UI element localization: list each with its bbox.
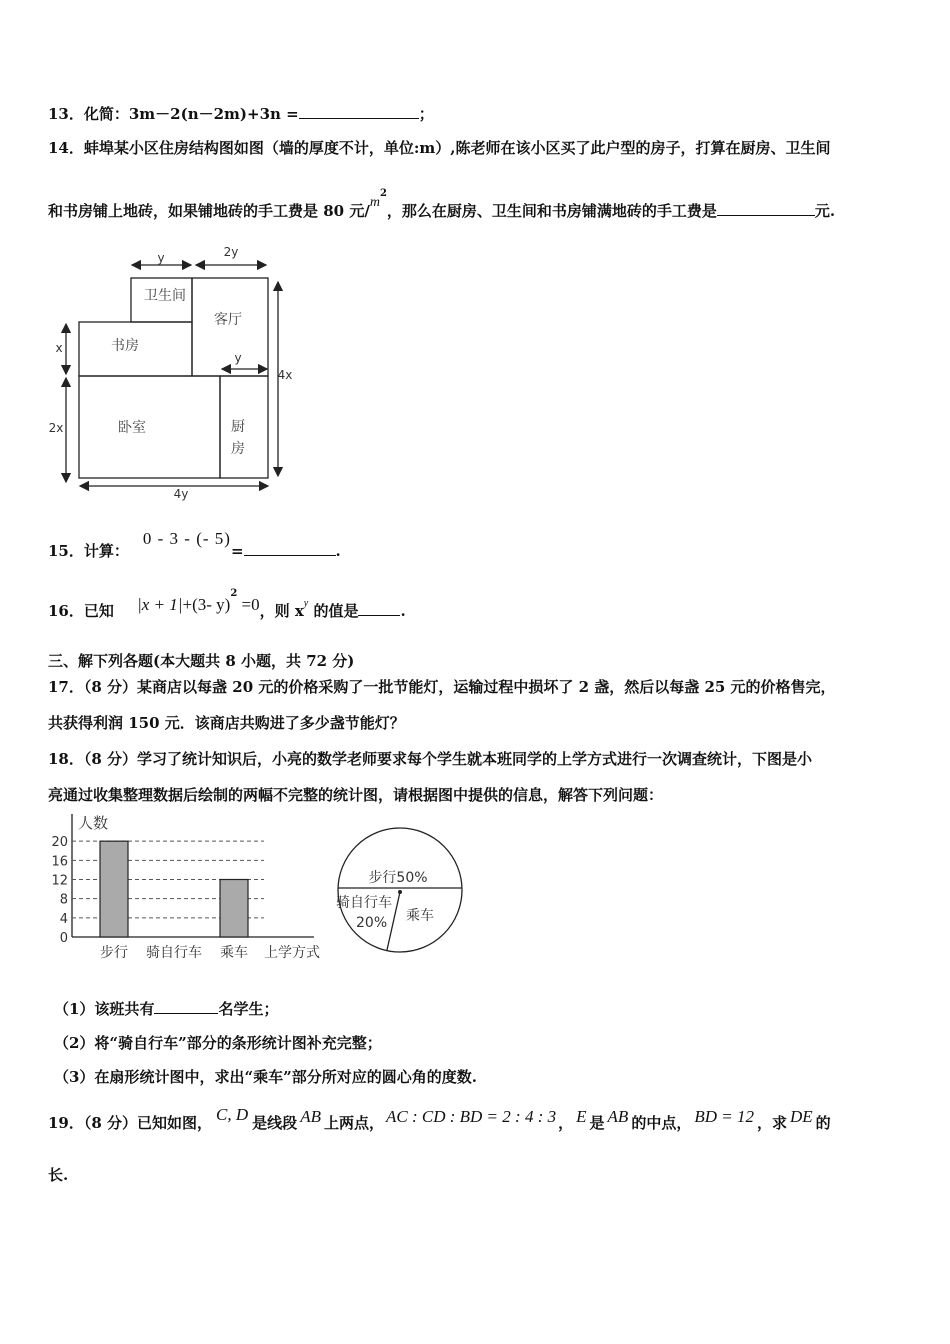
bar-步行: [100, 841, 128, 937]
points-cd: C, D: [216, 1105, 249, 1124]
y-tick-8: 8: [59, 892, 68, 908]
question-13: 13．化简：3m－2(n－2m)+3n = ；: [48, 105, 434, 123]
question-17-line1: 17．（8 分）某商店以每盏 20 元的价格采购了一批节能灯，运输过程中损坏了 2 盏，然后以每盏 25 元的价格售完，: [48, 678, 836, 696]
pie-label-bus: 乘车: [406, 908, 434, 924]
room-kitchen-2: 房: [231, 441, 245, 457]
y-tick-4: 4: [59, 911, 68, 927]
question-14-line1: 14．蚌埠某小区住房结构图如图（墙的厚度不计，单位:m）,陈老师在该小区买了此户型的房子，打算在厨房、卫生间: [48, 139, 831, 157]
bar-乘车: [220, 880, 248, 938]
y-tick-20: 20: [51, 835, 68, 851]
y-tick-16: 16: [51, 854, 68, 870]
pie-label-bike: 骑自行车: [336, 895, 392, 911]
x-tick-label: 步行: [100, 945, 128, 961]
y-tick-0: 0: [59, 931, 68, 946]
segment-ab-2: AB: [607, 1107, 629, 1126]
dim-4x-right: 4x: [277, 368, 293, 382]
chart-title: 人数: [78, 814, 109, 832]
dim-x-left: x: [55, 341, 63, 355]
abs-expression: |x + 1|: [137, 595, 183, 614]
question-17-line2: 共获得利润 150 元．该商店共购进了多少盏节能灯？: [48, 714, 405, 732]
ratio-expression: AC : CD : BD = 2 : 4 : 3: [385, 1107, 557, 1126]
pie-label-bike-pct: 20%: [356, 915, 388, 931]
dim-y-inner: y: [234, 351, 242, 365]
dim-4y-bottom: 4y: [173, 487, 189, 501]
y-tick-12: 12: [51, 873, 68, 889]
question-18-line1: 18．（8 分）学习了统计知识后，小亮的数学老师要求每个学生就本班同学的上学方式进行一次调查统计，下图是小: [48, 750, 813, 768]
question-15: 15．计算：0 - 3 - (- 5)= .: [48, 529, 341, 560]
room-living: 客厅: [214, 312, 242, 328]
question-18-line2: 亮通过收集整理数据后绘制的两幅不完整的统计图，请根据图中提供的信息，解答下列问题：: [48, 786, 664, 804]
square-expression: +(3- y): [182, 595, 231, 614]
room-bathroom: 卫生间: [144, 288, 186, 304]
question-19-line2: 长.: [48, 1166, 69, 1184]
point-e: E: [576, 1107, 587, 1126]
question-19-line1: 19．（8 分）已知如图， C, D 是线段 AB 上两点， AC : CD : BD = 2 : 4 : 3 ， E 是 AB 的中点， BD = 12 ，求 DE 的: [48, 1105, 831, 1132]
question-16: 16．已知 |x + 1|+(3- y)$^2$ =0，则 $x^y$ 的值是 .: [48, 588, 406, 620]
expression: 0 - 3 - (- 5): [142, 529, 231, 548]
question-14-line2: 和书房铺上地砖，如果铺地砖的手工费是 80 元$/m^2$，那么在厨房、卫生间和书房铺满地砖的手工费是 元.: [48, 188, 836, 220]
bd-value: BD = 12: [694, 1107, 754, 1126]
answer-blank: [154, 999, 218, 1014]
x-tick-label: 乘车: [220, 945, 248, 961]
dim-2y-top: 2y: [223, 245, 239, 259]
question-18-sub3: （3）在扇形统计图中，求出“乘车”部分所对应的圆心角的度数.: [54, 1068, 477, 1086]
question-18-sub2: （2）将“骑自行车”部分的条形统计图补充完整；: [54, 1034, 382, 1052]
answer-blank: [358, 601, 400, 616]
answer-blank: [299, 104, 419, 119]
section-3-heading: 三、解下列各题(本大题共 8 小题，共 72 分): [48, 652, 355, 670]
bar-chart: [44, 812, 334, 967]
pie-center: [398, 890, 402, 894]
pie-label-walk: 步行50%: [368, 870, 428, 886]
room-kitchen-1: 厨: [231, 419, 245, 435]
segment-ab: AB: [300, 1107, 321, 1126]
answer-blank: [717, 201, 815, 216]
question-18-sub1: （1）该班共有 名学生；: [54, 1000, 279, 1018]
pie-chart: [330, 810, 470, 960]
floor-plan-figure: [40, 240, 300, 505]
room-study: 书房: [111, 338, 139, 354]
answer-blank: [244, 541, 336, 556]
x-axis-label: 上学方式: [264, 945, 320, 961]
x-tick-label: 骑自行车: [146, 945, 202, 961]
unit-m: m: [369, 195, 380, 210]
bedroom-outline: [79, 376, 220, 478]
segment-de: DE: [789, 1107, 813, 1126]
room-bedroom: 卧室: [118, 420, 146, 436]
dim-y-top: y: [157, 251, 165, 265]
dim-2x-left: 2x: [48, 421, 64, 435]
